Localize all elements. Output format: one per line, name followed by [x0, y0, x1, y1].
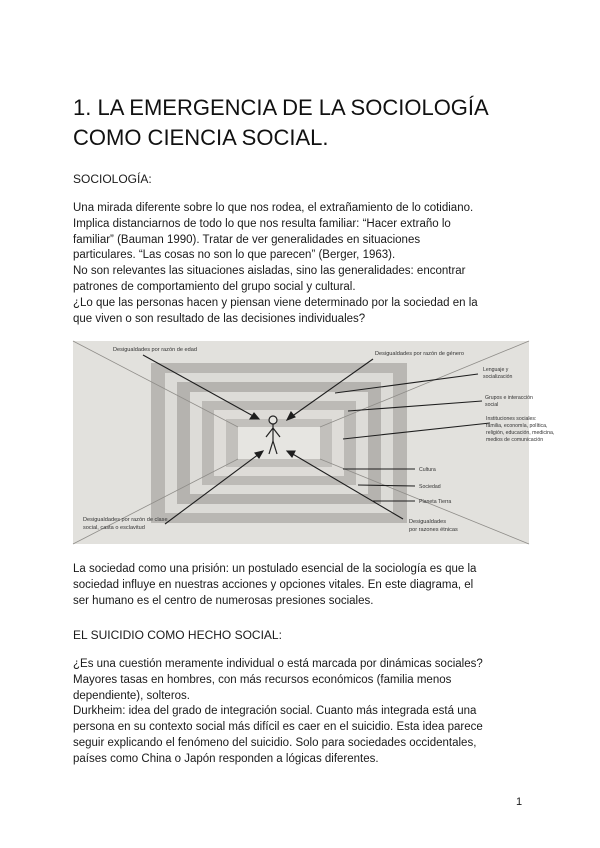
label-age-inequality: Desigualdades por razón de edad — [113, 347, 197, 353]
label-institutions: Instituciones sociales: — [486, 416, 537, 422]
page-number: 1 — [516, 796, 523, 808]
text-line: ¿Lo que las personas hacen y piensan viene determinado por la sociedad en la — [73, 296, 478, 309]
label-society: Sociedad — [419, 484, 441, 490]
label-institutions-3: religión, educación, medicina, — [486, 430, 555, 436]
label-institutions-4: medios de comunicación — [486, 437, 544, 443]
text-line: dependiente), solteros. — [73, 689, 190, 702]
figure-caption — [73, 562, 529, 609]
label-planet: Planeta Tierra — [419, 499, 452, 505]
title-line: 1. LA EMERGENCIA DE LA SOCIOLOGÍA — [73, 95, 489, 120]
text-line: Una mirada diferente sobre lo que nos rodea, el extrañamiento de lo cotidiano. — [73, 202, 474, 214]
text-line: sociedad influye en nuestras acciones y opciones vitales. En este diagrama, el — [73, 578, 474, 591]
text-line: familiar” (Bauman 1990). Tratar de ver generalidades en situaciones — [73, 233, 421, 246]
sociologia-paragraph — [73, 201, 529, 327]
text-line: que viven o son resultado de las decisiones individuales? — [73, 312, 366, 325]
text-line: ¿Es una cuestión meramente individual o está marcada por dinámicas sociales? — [73, 658, 483, 670]
section-heading-sociologia: SOCIOLOGÍA: — [73, 172, 152, 186]
text-line: seguir explicando el fenómeno del suicidio. Solo para sociedades occidentales, — [73, 736, 477, 749]
text-line: persona en su contexto social más difícil es caer en el suicidio. Esta idea parece — [73, 721, 483, 734]
label-institutions-2: familia, economía, política, — [486, 423, 548, 429]
text-line: La sociedad como una prisión: un postulado esencial de la sociología es que la — [73, 563, 477, 575]
text-line: Mayores tasas en hombres, con más recursos económicos (familia menos — [73, 673, 452, 686]
title-line: COMO CIENCIA SOCIAL. — [73, 125, 329, 150]
label-gender-inequality: Desigualdades por razón de género — [375, 351, 464, 357]
label-class-inequality-2: social, casta o esclavitud — [83, 525, 145, 531]
label-class-inequality-1: Desigualdades por razón de clase — [83, 517, 168, 523]
label-groups: Grupos e interacción — [485, 395, 533, 401]
label-culture: Cultura — [419, 467, 436, 473]
text-line: países como China o Japón responden a lógicas diferentes. — [73, 752, 379, 765]
section-heading-suicidio: EL SUICIDIO COMO HECHO SOCIAL: — [73, 628, 282, 642]
text-line: Implica distanciarnos de todo lo que nos resulta familiar: “Hacer extraño lo — [73, 217, 451, 230]
society-prison-diagram — [73, 341, 555, 544]
label-groups-2: social — [485, 402, 499, 408]
text-line: Durkheim: idea del grado de integración social. Cuanto más integrada está una — [73, 705, 477, 718]
text-line: patrones de comportamiento del grupo social y cultural. — [73, 280, 356, 293]
text-line: No son relevantes las situaciones aisladas, sino las generalidades: encontrar — [73, 265, 466, 278]
label-ethnic-inequality-2: por razones étnicas — [409, 527, 458, 533]
label-language-2: socialización — [483, 374, 513, 380]
suicidio-paragraph — [73, 657, 529, 768]
label-language: Lenguaje y — [483, 367, 509, 373]
page-title — [73, 93, 533, 153]
text-line: particulares. “Las cosas no son lo que parecen” (Berger, 1963). — [73, 249, 396, 262]
text-line: ser humano es el centro de numerosas presiones sociales. — [73, 594, 374, 607]
label-ethnic-inequality-1: Desigualdades — [409, 519, 447, 525]
